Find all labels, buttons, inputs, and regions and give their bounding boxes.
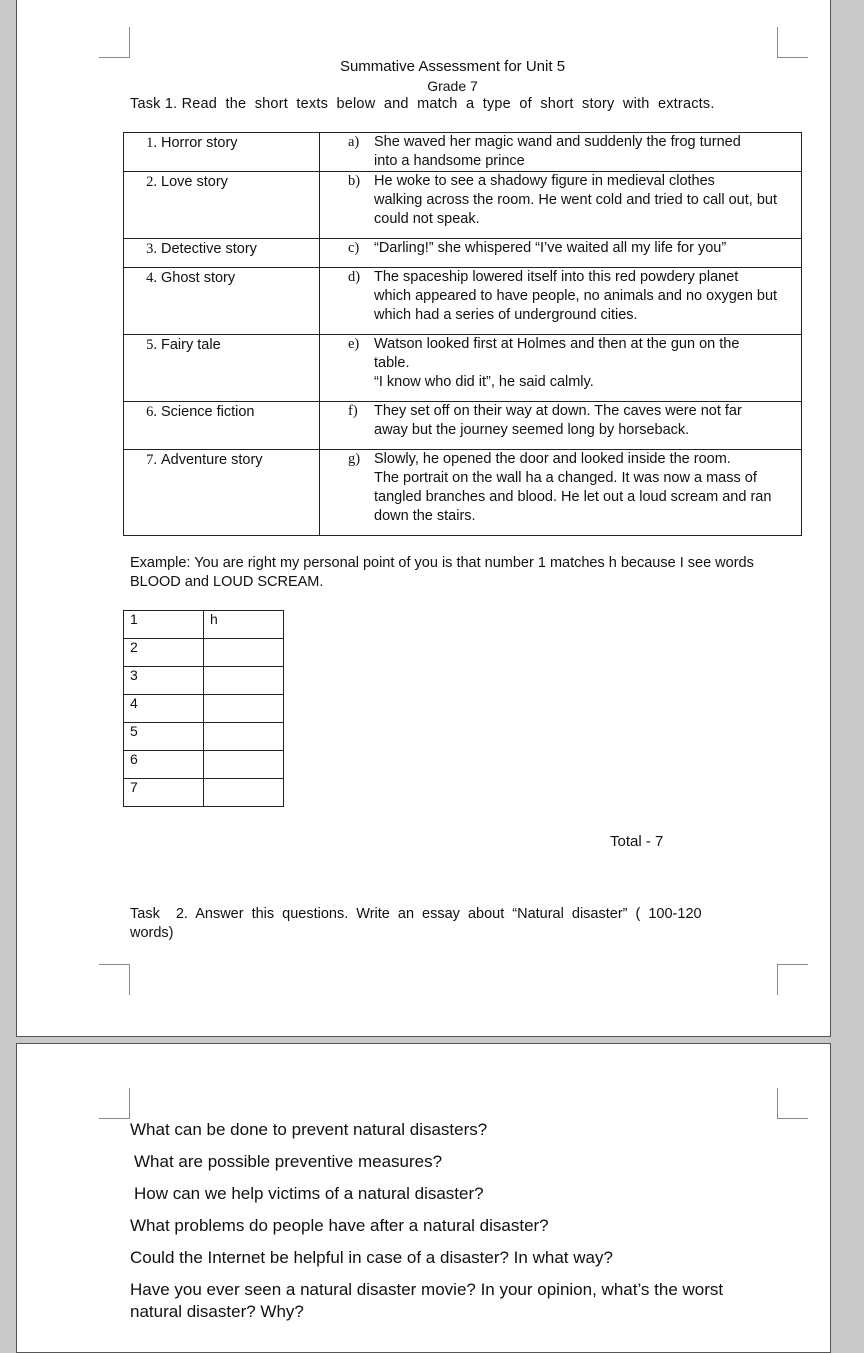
task2-text: Answer this questions. Write an essay about “Natural disaster” ( 100-120 words): [130, 906, 702, 941]
extract-cell: [320, 450, 802, 536]
task2-heading: [130, 905, 750, 943]
question-4: What problems do people have after a natural disaster?: [130, 1216, 549, 1235]
answer-row: [124, 611, 284, 639]
story-type-cell: [124, 450, 320, 536]
extract-text: into a handsome prince: [374, 153, 525, 169]
story-type-cell: [124, 172, 320, 239]
table-row: [124, 335, 802, 402]
answer-number: 5: [124, 723, 204, 751]
question-2: What are possible preventive measures?: [134, 1152, 443, 1171]
document-page-1: [16, 0, 831, 1037]
task1-label: Task 1.: [130, 96, 178, 112]
extract-quote: “I know who did it”, he said calmly.: [374, 374, 594, 390]
answer-number: 6: [124, 751, 204, 779]
story-number: 7.: [146, 452, 157, 468]
answer-number: 4: [124, 695, 204, 723]
document-title: Summative Assessment for Unit 5: [339, 58, 566, 75]
extract-cell: [320, 335, 802, 402]
extract-letter: g): [348, 451, 361, 467]
story-type: Horror story: [161, 135, 238, 151]
extract-line: They set off on their way at down. The caves were not far: [374, 403, 742, 419]
extract-letter: f): [348, 403, 358, 419]
extract-line: Slowly, he opened the door and looked inside the room.: [374, 451, 731, 467]
answer-number: 2: [124, 639, 204, 667]
story-type-cell: [124, 133, 320, 172]
answer-field[interactable]: [204, 639, 284, 667]
total-score: Total - 7: [610, 833, 664, 850]
answer-number: 3: [124, 667, 204, 695]
extract-line: She waved her magic wand and suddenly the frog turned: [374, 134, 741, 150]
answer-number: 1: [124, 611, 204, 639]
story-type: Ghost story: [161, 270, 236, 286]
document-page-2: [16, 1043, 831, 1353]
story-number: 3.: [146, 241, 157, 257]
story-type-cell: [124, 335, 320, 402]
example-text: You are right my personal point of you is that number 1 matches h because I see words BLOOD and LOUD SCREAM.: [130, 555, 754, 590]
answer-field[interactable]: [204, 751, 284, 779]
story-number: 1.: [146, 135, 157, 151]
table-row: [124, 268, 802, 335]
extract-cell: [320, 172, 802, 239]
matching-table: [123, 132, 802, 536]
extract-letter: a): [348, 134, 360, 150]
crop-mark-top-right: [777, 27, 808, 58]
extract-cell: [320, 133, 802, 172]
extract-text: away but the journey seemed long by horseback.: [374, 422, 690, 438]
story-type: Fairy tale: [161, 337, 221, 353]
table-row: [124, 450, 802, 536]
answer-field[interactable]: [204, 667, 284, 695]
answer-row: [124, 695, 284, 723]
answer-field[interactable]: [204, 723, 284, 751]
story-number: 6.: [146, 404, 157, 420]
answer-table: [123, 610, 284, 807]
extract-letter: b): [348, 173, 361, 189]
crop-mark-top-right: [777, 1088, 808, 1119]
answer-row: [124, 667, 284, 695]
story-type: Detective story: [161, 241, 257, 257]
extract-text: table.: [374, 355, 410, 371]
story-number: 4.: [146, 270, 157, 286]
grade-label: Grade 7: [427, 78, 478, 94]
extract-text: which appeared to have people, no animals and no oxygen but which had a series of underground cities.: [374, 288, 778, 323]
crop-mark-top-left: [99, 27, 130, 58]
story-type-cell: [124, 402, 320, 450]
story-type: Science fiction: [161, 404, 255, 420]
extract-line: Watson looked first at Holmes and then at the gun on the: [374, 336, 740, 352]
answer-row: [124, 751, 284, 779]
table-row: [124, 402, 802, 450]
example-paragraph: [130, 554, 790, 592]
question-6: Have you ever seen a natural disaster movie? In your opinion, what’s the worst natural disaster? Why?: [130, 1280, 724, 1321]
extract-cell: [320, 402, 802, 450]
story-type-cell: [124, 239, 320, 268]
extract-line: He woke to see a shadowy figure in medieval clothes: [374, 173, 715, 189]
task1-instruction: Read the short texts below and match a type of short story with extracts.: [181, 96, 715, 112]
extract-cell: [320, 239, 802, 268]
story-type: Adventure story: [161, 452, 263, 468]
question-5: Could the Internet be helpful in case of a disaster? In what way?: [130, 1248, 613, 1267]
extract-letter: d): [348, 269, 361, 285]
story-number: 5.: [146, 337, 157, 353]
extract-line: “Darling!” she whispered “I’ve waited all my life for you”: [374, 240, 727, 256]
question-1: What can be done to prevent natural disasters?: [130, 1120, 488, 1139]
table-row: [124, 239, 802, 268]
answer-row: [124, 723, 284, 751]
story-type-cell: [124, 268, 320, 335]
example-label: Example:: [130, 555, 191, 571]
crop-mark-bottom-left: [99, 964, 130, 995]
answer-row: [124, 779, 284, 807]
answer-field[interactable]: h: [204, 611, 284, 639]
task1-heading: [130, 96, 715, 112]
crop-mark-top-left: [99, 1088, 130, 1119]
answer-field[interactable]: [204, 779, 284, 807]
extract-letter: e): [348, 336, 360, 352]
extract-text: walking across the room. He went cold and tried to call out, but could not speak.: [374, 192, 777, 227]
answer-number: 7: [124, 779, 204, 807]
question-3: How can we help victims of a natural disaster?: [134, 1184, 484, 1203]
task2-label: Task 2.: [130, 906, 188, 922]
table-row: [124, 172, 802, 239]
extract-line: The spaceship lowered itself into this red powdery planet: [374, 269, 739, 285]
answer-field[interactable]: [204, 695, 284, 723]
answer-row: [124, 639, 284, 667]
table-row: [124, 133, 802, 172]
extract-letter: c): [348, 240, 360, 256]
extract-text: The portrait on the wall ha a changed. It was now a mass of tangled branches and blood. He let out a loud scream and ran down the stairs.: [374, 470, 772, 524]
crop-mark-bottom-right: [777, 964, 808, 995]
story-number: 2.: [146, 174, 157, 190]
extract-cell: [320, 268, 802, 335]
story-type: Love story: [161, 174, 228, 190]
